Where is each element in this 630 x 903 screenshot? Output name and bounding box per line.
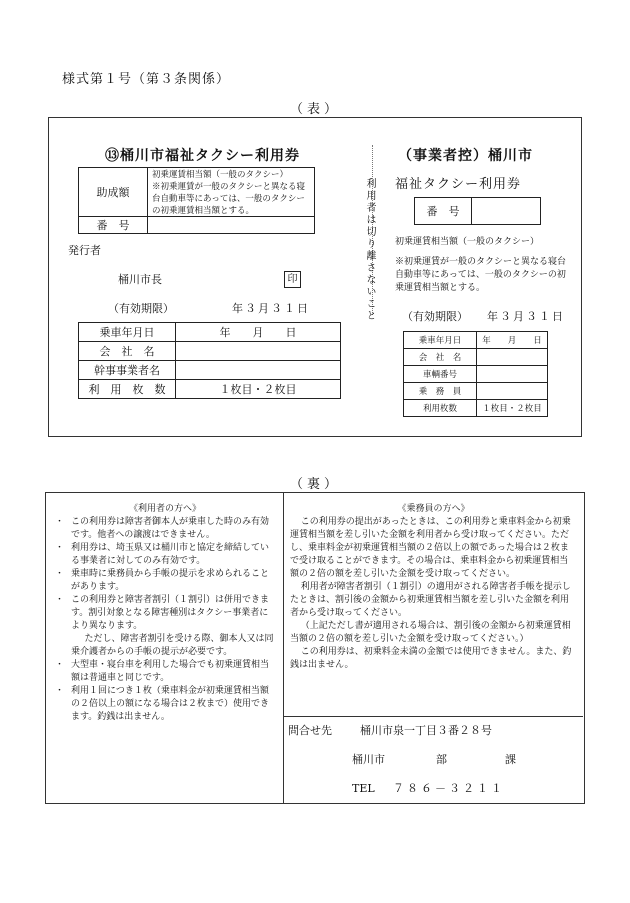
table-row xyxy=(404,366,548,383)
bullet-icon: ・ xyxy=(55,595,65,605)
contact-city: 桶川市 xyxy=(352,753,385,766)
ticket-validity-date: 年３月３１日 xyxy=(232,302,310,315)
stub-validity-date: 年３月３１日 xyxy=(487,310,565,323)
user-notes-extra: ただし、障害者割引を受ける際、御本人又は同乗介護者からの手帳の提示が必要です。 xyxy=(71,634,274,657)
subsidy-note: ※初乗運賃が一般のタクシーと異なる寝台自動車等にあっては、一般のタクシーの初乗運賃相当額とする。 xyxy=(152,182,306,216)
stub-number-field[interactable] xyxy=(472,198,541,225)
column-divider xyxy=(283,492,284,803)
ticket-validity-label: （有効期限） xyxy=(108,302,174,315)
stub-vehicle-label: 車輌番号 xyxy=(404,366,477,383)
subsidy-label: 助成額 xyxy=(79,168,148,217)
table-row xyxy=(404,332,548,349)
bullet-icon: ・ xyxy=(55,569,65,579)
driver-notes xyxy=(290,503,577,672)
contact-section: 課 xyxy=(505,753,516,766)
bullet-icon: ・ xyxy=(55,517,65,527)
bullet-icon: ・ xyxy=(55,686,65,696)
issuer-label: 発行者 xyxy=(68,244,101,257)
stub-company-field[interactable] xyxy=(477,349,548,366)
back-side-label: （裏） xyxy=(290,477,342,492)
stub-ride-table xyxy=(403,331,548,417)
list-item: ・ 大型車・寝台車を利用した場合でも初乗運賃相当額は普通車と同じです。 xyxy=(55,660,270,683)
user-notes xyxy=(55,503,275,724)
list-item: ・ この利用券と障害者割引（１割引）は併用できます。割引対象となる障害種別はタクシー事業者により異なります。 xyxy=(55,595,270,631)
subsidy-table xyxy=(78,167,315,234)
ticket-number-label: 番 号 xyxy=(79,217,148,234)
list-item: ・ 利用券は、埼玉県又は桶川市と協定を締結している事業者に対してのみ有効です。 xyxy=(55,543,270,566)
user-notes-list-2 xyxy=(55,659,275,724)
ride-date-field[interactable]: 年 月 日 xyxy=(176,323,341,342)
usage-count-label: 利 用 枚 数 xyxy=(79,380,176,399)
contact-tel-label: TEL xyxy=(352,782,375,795)
contact-department: 部 xyxy=(436,753,447,766)
stub-fare: 初乗運賃相当額（一般のタクシー） xyxy=(395,237,540,247)
front-side-label: （表） xyxy=(290,102,342,117)
table-row xyxy=(404,349,548,366)
ticket-title: ⑬桶川市福祉タクシー利用券 xyxy=(105,148,300,164)
stub-number-label: 番 号 xyxy=(415,198,472,225)
stub-vehicle-field[interactable] xyxy=(477,366,548,383)
stub-note: ※初乗運賃が一般のタクシーと異なる寝台自動車等にあっては、一般のタクシーの初乗運賃相当額とする。 xyxy=(395,257,567,293)
operator-name-field[interactable] xyxy=(176,361,341,380)
seal-stamp: 印 xyxy=(284,271,301,288)
usage-count-field[interactable]: １枚目・２枚目 xyxy=(176,380,341,399)
stub-ride-date-field[interactable]: 年 月 日 xyxy=(477,332,548,349)
stub-driver-label: 乗 務 員 xyxy=(404,383,477,400)
user-notes-list xyxy=(55,516,275,633)
ride-date-label: 乗車年月日 xyxy=(79,323,176,342)
stub-company-label: 会 社 名 xyxy=(404,349,477,366)
table-row xyxy=(79,323,341,342)
stub-validity-label: （有効期限） xyxy=(402,310,468,323)
table-row xyxy=(79,380,341,399)
stub-ride-date-label: 乗車年月日 xyxy=(404,332,477,349)
ticket-ride-table xyxy=(78,322,341,399)
list-item: ・ 乗車時に乗務員から手帳の提示を求められることがあります。 xyxy=(55,569,270,592)
stub-subtitle: 福祉タクシー利用券 xyxy=(395,177,522,192)
driver-paragraph: この利用券の提出があったときは、この利用券と乗車料金から初乗運賃相当額を差し引いた金額を利用者から受け取ってください。ただし、乗車料金が初乗運賃相当額の２倍以上の額であった場合は２枚まで受け取ることができます。その場合は、乗車料金から初乗運賃相当額の２倍の額を差し引いた金額を受け取ってください。 xyxy=(290,517,571,579)
subsidy-text: 初乗運賃相当額（一般のタクシー） xyxy=(152,170,289,180)
list-item: ・ 利用１回につき１枚（乗車料金が初乗運賃相当額の２倍以上の額になる場合は２枚まで）使用できます。釣銭は出ません。 xyxy=(55,686,270,722)
cut-note: 利用者は切り離さないこと xyxy=(364,178,375,322)
subsidy-text-cell xyxy=(148,168,315,217)
contact-divider xyxy=(283,716,583,717)
stub-driver-field[interactable] xyxy=(477,383,548,400)
list-item: ・ この利用券は障害者御本人が乗車した時のみ有効です。他者への譲渡はできません。 xyxy=(55,517,270,540)
driver-paragraph: この利用券は、初乗料金未満の金額では使用できません。また、釣銭は出ません。 xyxy=(290,647,572,670)
stub-number-table xyxy=(414,197,541,225)
bullet-icon: ・ xyxy=(55,660,65,670)
user-notes-title: 《利用者の方へ》 xyxy=(128,504,201,514)
table-row xyxy=(79,342,341,361)
driver-paragraph: （上記ただし書が適用される場合は、割引後の金額から初乗運賃相当額の２倍の額を差し引いた金額を受け取ってください。） xyxy=(290,621,571,644)
driver-notes-title: 《乗務員の方へ》 xyxy=(397,504,470,514)
stub-usage-field[interactable]: １枚目・２枚目 xyxy=(477,400,548,417)
table-row xyxy=(404,383,548,400)
stub-title: （事業者控）桶川市 xyxy=(398,148,533,164)
contact-tel-number: ７８６－３２１１ xyxy=(393,782,505,795)
mayor-label: 桶川市長 xyxy=(118,273,162,286)
bullet-icon: ・ xyxy=(55,543,65,553)
company-name-field[interactable] xyxy=(176,342,341,361)
form-title: 様式第１号（第３条関係） xyxy=(62,72,231,87)
contact-address: 桶川市泉一丁目３番２８号 xyxy=(360,724,492,737)
operator-name-label: 幹事事業者名 xyxy=(79,361,176,380)
driver-paragraph: 利用者が障害者割引（１割引）の適用がされる障害者手帳を提示したときは、割引後の金額から初乗運賃相当額を差し引いた金額を利用者から受け取ってください。 xyxy=(290,582,571,618)
table-row xyxy=(404,400,548,417)
stub-usage-label: 利用枚数 xyxy=(404,400,477,417)
ticket-number-field[interactable] xyxy=(148,217,315,234)
company-name-label: 会 社 名 xyxy=(79,342,176,361)
table-row xyxy=(79,361,341,380)
contact-label: 問合せ先 xyxy=(288,724,332,737)
